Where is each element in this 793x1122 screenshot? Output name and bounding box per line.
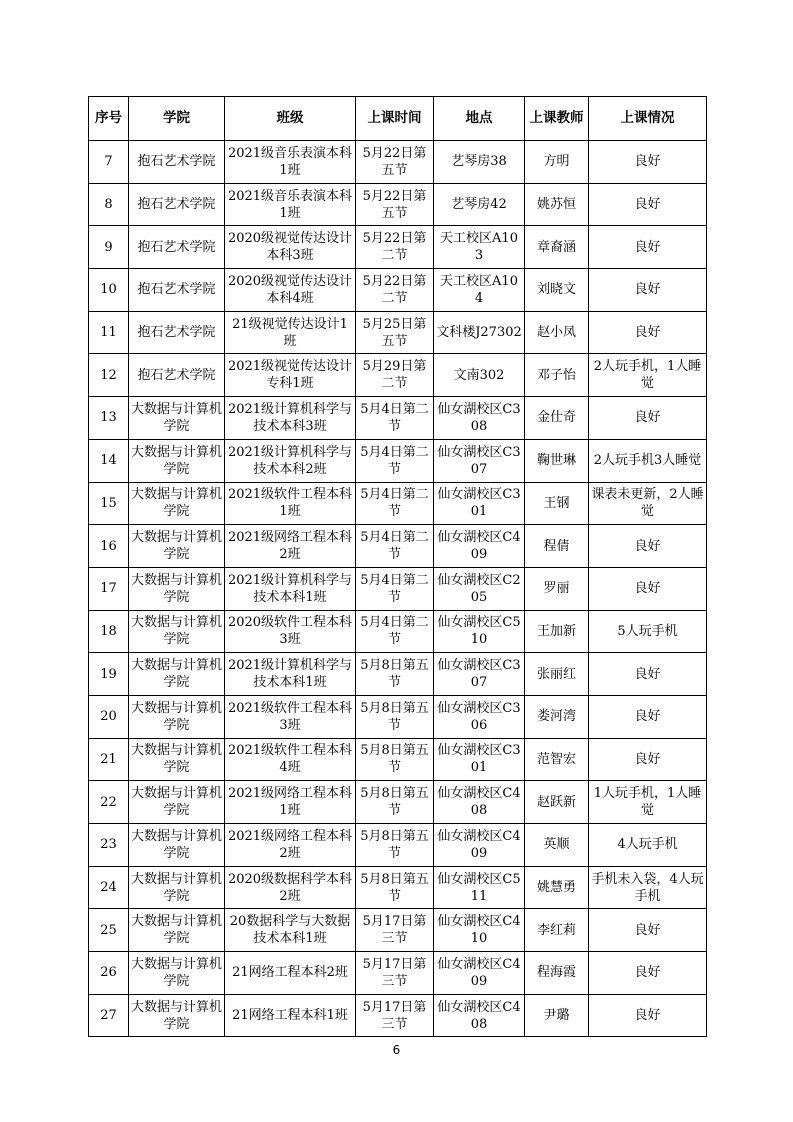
cell-location: 仙女湖校区C205 bbox=[434, 567, 525, 610]
cell-time: 5月4日第二节 bbox=[356, 397, 434, 440]
table-row bbox=[89, 738, 707, 781]
header-college: 学院 bbox=[129, 97, 225, 141]
cell-location: 仙女湖校区C410 bbox=[434, 909, 525, 952]
cell-college: 大数据与计算机学院 bbox=[129, 525, 225, 568]
cell-index: 12 bbox=[89, 354, 129, 397]
cell-teacher: 邓子怡 bbox=[525, 354, 589, 397]
cell-index: 8 bbox=[89, 183, 129, 226]
cell-status: 良好 bbox=[589, 397, 707, 440]
header-location: 地点 bbox=[434, 97, 525, 141]
cell-teacher: 张丽红 bbox=[525, 653, 589, 696]
cell-class: 2021级计算机科学与技术本科1班 bbox=[225, 653, 356, 696]
cell-location: 仙女湖校区C408 bbox=[434, 781, 525, 824]
table-row bbox=[89, 653, 707, 696]
cell-class: 2021级软件工程本科1班 bbox=[225, 482, 356, 525]
table-row bbox=[89, 482, 707, 525]
cell-teacher: 方明 bbox=[525, 141, 589, 184]
cell-class: 21网络工程本科2班 bbox=[225, 952, 356, 995]
table-row bbox=[89, 183, 707, 226]
table-row bbox=[89, 354, 707, 397]
table-row bbox=[89, 311, 707, 354]
cell-index: 19 bbox=[89, 653, 129, 696]
cell-college: 抱石艺术学院 bbox=[129, 141, 225, 184]
cell-index: 25 bbox=[89, 909, 129, 952]
cell-teacher: 英顺 bbox=[525, 824, 589, 867]
cell-time: 5月4日第二节 bbox=[356, 482, 434, 525]
cell-index: 11 bbox=[89, 311, 129, 354]
cell-college: 大数据与计算机学院 bbox=[129, 482, 225, 525]
cell-location: 仙女湖校区C409 bbox=[434, 525, 525, 568]
cell-status: 良好 bbox=[589, 525, 707, 568]
cell-index: 18 bbox=[89, 610, 129, 653]
cell-index: 13 bbox=[89, 397, 129, 440]
cell-college: 抱石艺术学院 bbox=[129, 269, 225, 312]
cell-time: 5月8日第五节 bbox=[356, 738, 434, 781]
cell-time: 5月22日第二节 bbox=[356, 226, 434, 269]
cell-status: 良好 bbox=[589, 695, 707, 738]
cell-class: 2021级计算机科学与技术本科2班 bbox=[225, 439, 356, 482]
cell-status: 良好 bbox=[589, 567, 707, 610]
cell-index: 17 bbox=[89, 567, 129, 610]
cell-class: 2021级软件工程本科4班 bbox=[225, 738, 356, 781]
cell-location: 仙女湖校区C301 bbox=[434, 482, 525, 525]
cell-index: 7 bbox=[89, 141, 129, 184]
cell-location: 艺琴房38 bbox=[434, 141, 525, 184]
cell-location: 仙女湖校区C409 bbox=[434, 824, 525, 867]
inspection-table-container bbox=[88, 96, 706, 1037]
cell-teacher: 程海霞 bbox=[525, 952, 589, 995]
cell-class: 20数据科学与大数据技术本科1班 bbox=[225, 909, 356, 952]
cell-time: 5月22日第二节 bbox=[356, 269, 434, 312]
cell-location: 仙女湖校区C308 bbox=[434, 397, 525, 440]
cell-index: 21 bbox=[89, 738, 129, 781]
cell-teacher: 章裔涵 bbox=[525, 226, 589, 269]
cell-class: 2020级软件工程本科3班 bbox=[225, 610, 356, 653]
cell-class: 2021级音乐表演本科1班 bbox=[225, 141, 356, 184]
cell-index: 20 bbox=[89, 695, 129, 738]
cell-time: 5月22日第五节 bbox=[356, 183, 434, 226]
table-row bbox=[89, 269, 707, 312]
cell-status: 2人玩手机，1人睡觉 bbox=[589, 354, 707, 397]
cell-index: 10 bbox=[89, 269, 129, 312]
table-row bbox=[89, 610, 707, 653]
cell-teacher: 娄河湾 bbox=[525, 695, 589, 738]
cell-college: 大数据与计算机学院 bbox=[129, 653, 225, 696]
cell-college: 大数据与计算机学院 bbox=[129, 824, 225, 867]
cell-index: 23 bbox=[89, 824, 129, 867]
cell-location: 艺琴房42 bbox=[434, 183, 525, 226]
cell-class: 2021级网络工程本科1班 bbox=[225, 781, 356, 824]
table-row bbox=[89, 567, 707, 610]
cell-teacher: 程倩 bbox=[525, 525, 589, 568]
cell-class: 2021级音乐表演本科1班 bbox=[225, 183, 356, 226]
table-body bbox=[89, 141, 707, 1037]
table-row bbox=[89, 824, 707, 867]
table-header-row bbox=[89, 97, 707, 141]
cell-time: 5月8日第五节 bbox=[356, 653, 434, 696]
cell-status: 4人玩手机 bbox=[589, 824, 707, 867]
cell-status: 良好 bbox=[589, 994, 707, 1037]
table-row bbox=[89, 141, 707, 184]
cell-location: 仙女湖校区C307 bbox=[434, 653, 525, 696]
cell-status: 1人玩手机，1人睡觉 bbox=[589, 781, 707, 824]
cell-index: 24 bbox=[89, 866, 129, 909]
cell-college: 抱石艺术学院 bbox=[129, 311, 225, 354]
table-row bbox=[89, 866, 707, 909]
cell-teacher: 姚苏恒 bbox=[525, 183, 589, 226]
header-status: 上课情况 bbox=[589, 97, 707, 141]
cell-college: 大数据与计算机学院 bbox=[129, 994, 225, 1037]
cell-location: 仙女湖校区C409 bbox=[434, 952, 525, 995]
cell-location: 仙女湖校区C510 bbox=[434, 610, 525, 653]
cell-status: 良好 bbox=[589, 311, 707, 354]
cell-location: 仙女湖校区C408 bbox=[434, 994, 525, 1037]
cell-time: 5月4日第二节 bbox=[356, 439, 434, 482]
cell-college: 大数据与计算机学院 bbox=[129, 909, 225, 952]
cell-location: 仙女湖校区C301 bbox=[434, 738, 525, 781]
cell-teacher: 鞠世琳 bbox=[525, 439, 589, 482]
table-row bbox=[89, 695, 707, 738]
cell-time: 5月8日第五节 bbox=[356, 824, 434, 867]
cell-location: 仙女湖校区C306 bbox=[434, 695, 525, 738]
cell-status: 良好 bbox=[589, 269, 707, 312]
cell-teacher: 赵小凤 bbox=[525, 311, 589, 354]
cell-time: 5月25日第五节 bbox=[356, 311, 434, 354]
cell-status: 良好 bbox=[589, 653, 707, 696]
cell-teacher: 刘晓文 bbox=[525, 269, 589, 312]
cell-teacher: 尹璐 bbox=[525, 994, 589, 1037]
cell-status: 手机未入袋，4人玩手机 bbox=[589, 866, 707, 909]
table-row bbox=[89, 909, 707, 952]
cell-class: 2021级网络工程本科2班 bbox=[225, 525, 356, 568]
cell-class: 2021级软件工程本科3班 bbox=[225, 695, 356, 738]
cell-status: 良好 bbox=[589, 738, 707, 781]
cell-index: 26 bbox=[89, 952, 129, 995]
cell-college: 抱石艺术学院 bbox=[129, 183, 225, 226]
cell-class: 21网络工程本科1班 bbox=[225, 994, 356, 1037]
cell-college: 抱石艺术学院 bbox=[129, 354, 225, 397]
cell-teacher: 李红莉 bbox=[525, 909, 589, 952]
cell-class: 2021级计算机科学与技术本科1班 bbox=[225, 567, 356, 610]
cell-time: 5月17日第三节 bbox=[356, 952, 434, 995]
table-row bbox=[89, 525, 707, 568]
cell-teacher: 罗丽 bbox=[525, 567, 589, 610]
cell-location: 文南302 bbox=[434, 354, 525, 397]
inspection-table bbox=[88, 96, 707, 1037]
cell-teacher: 金仕奇 bbox=[525, 397, 589, 440]
cell-teacher: 姚慧勇 bbox=[525, 866, 589, 909]
header-teacher: 上课教师 bbox=[525, 97, 589, 141]
table-row bbox=[89, 439, 707, 482]
table-row bbox=[89, 952, 707, 995]
table-row bbox=[89, 397, 707, 440]
cell-college: 抱石艺术学院 bbox=[129, 226, 225, 269]
table-row bbox=[89, 994, 707, 1037]
cell-status: 良好 bbox=[589, 226, 707, 269]
cell-index: 9 bbox=[89, 226, 129, 269]
cell-time: 5月22日第五节 bbox=[356, 141, 434, 184]
cell-index: 14 bbox=[89, 439, 129, 482]
cell-teacher: 王钢 bbox=[525, 482, 589, 525]
cell-college: 大数据与计算机学院 bbox=[129, 952, 225, 995]
cell-teacher: 范智宏 bbox=[525, 738, 589, 781]
header-index: 序号 bbox=[89, 97, 129, 141]
page-number: 6 bbox=[392, 1043, 401, 1057]
cell-status: 2人玩手机3人睡觉 bbox=[589, 439, 707, 482]
cell-college: 大数据与计算机学院 bbox=[129, 695, 225, 738]
cell-time: 5月4日第二节 bbox=[356, 567, 434, 610]
cell-location: 仙女湖校区C307 bbox=[434, 439, 525, 482]
cell-college: 大数据与计算机学院 bbox=[129, 610, 225, 653]
cell-status: 良好 bbox=[589, 183, 707, 226]
cell-time: 5月8日第五节 bbox=[356, 695, 434, 738]
cell-class: 2020级视觉传达设计本科4班 bbox=[225, 269, 356, 312]
cell-class: 2021级网络工程本科2班 bbox=[225, 824, 356, 867]
cell-location: 仙女湖校区C511 bbox=[434, 866, 525, 909]
cell-index: 16 bbox=[89, 525, 129, 568]
cell-college: 大数据与计算机学院 bbox=[129, 738, 225, 781]
cell-college: 大数据与计算机学院 bbox=[129, 567, 225, 610]
cell-college: 大数据与计算机学院 bbox=[129, 781, 225, 824]
cell-index: 15 bbox=[89, 482, 129, 525]
cell-time: 5月4日第二节 bbox=[356, 610, 434, 653]
cell-teacher: 王加新 bbox=[525, 610, 589, 653]
cell-class: 2021级视觉传达设计专科1班 bbox=[225, 354, 356, 397]
cell-time: 5月17日第三节 bbox=[356, 994, 434, 1037]
cell-teacher: 赵跃新 bbox=[525, 781, 589, 824]
cell-time: 5月17日第三节 bbox=[356, 909, 434, 952]
cell-location: 文科楼J27302 bbox=[434, 311, 525, 354]
table-row bbox=[89, 226, 707, 269]
cell-status: 5人玩手机 bbox=[589, 610, 707, 653]
cell-class: 2020级视觉传达设计本科3班 bbox=[225, 226, 356, 269]
cell-class: 2020级数据科学本科2班 bbox=[225, 866, 356, 909]
cell-time: 5月4日第二节 bbox=[356, 525, 434, 568]
cell-location: 天工校区A103 bbox=[434, 226, 525, 269]
header-time: 上课时间 bbox=[356, 97, 434, 141]
cell-time: 5月8日第五节 bbox=[356, 781, 434, 824]
header-class: 班级 bbox=[225, 97, 356, 141]
table-row bbox=[89, 781, 707, 824]
cell-college: 大数据与计算机学院 bbox=[129, 866, 225, 909]
cell-college: 大数据与计算机学院 bbox=[129, 439, 225, 482]
cell-college: 大数据与计算机学院 bbox=[129, 397, 225, 440]
cell-class: 2021级计算机科学与技术本科3班 bbox=[225, 397, 356, 440]
cell-index: 27 bbox=[89, 994, 129, 1037]
cell-status: 良好 bbox=[589, 141, 707, 184]
cell-status: 良好 bbox=[589, 909, 707, 952]
cell-time: 5月8日第五节 bbox=[356, 866, 434, 909]
cell-class: 21级视觉传达设计1班 bbox=[225, 311, 356, 354]
cell-status: 课表未更新，2人睡觉 bbox=[589, 482, 707, 525]
cell-location: 天工校区A104 bbox=[434, 269, 525, 312]
cell-time: 5月29日第二节 bbox=[356, 354, 434, 397]
cell-status: 良好 bbox=[589, 952, 707, 995]
cell-index: 22 bbox=[89, 781, 129, 824]
